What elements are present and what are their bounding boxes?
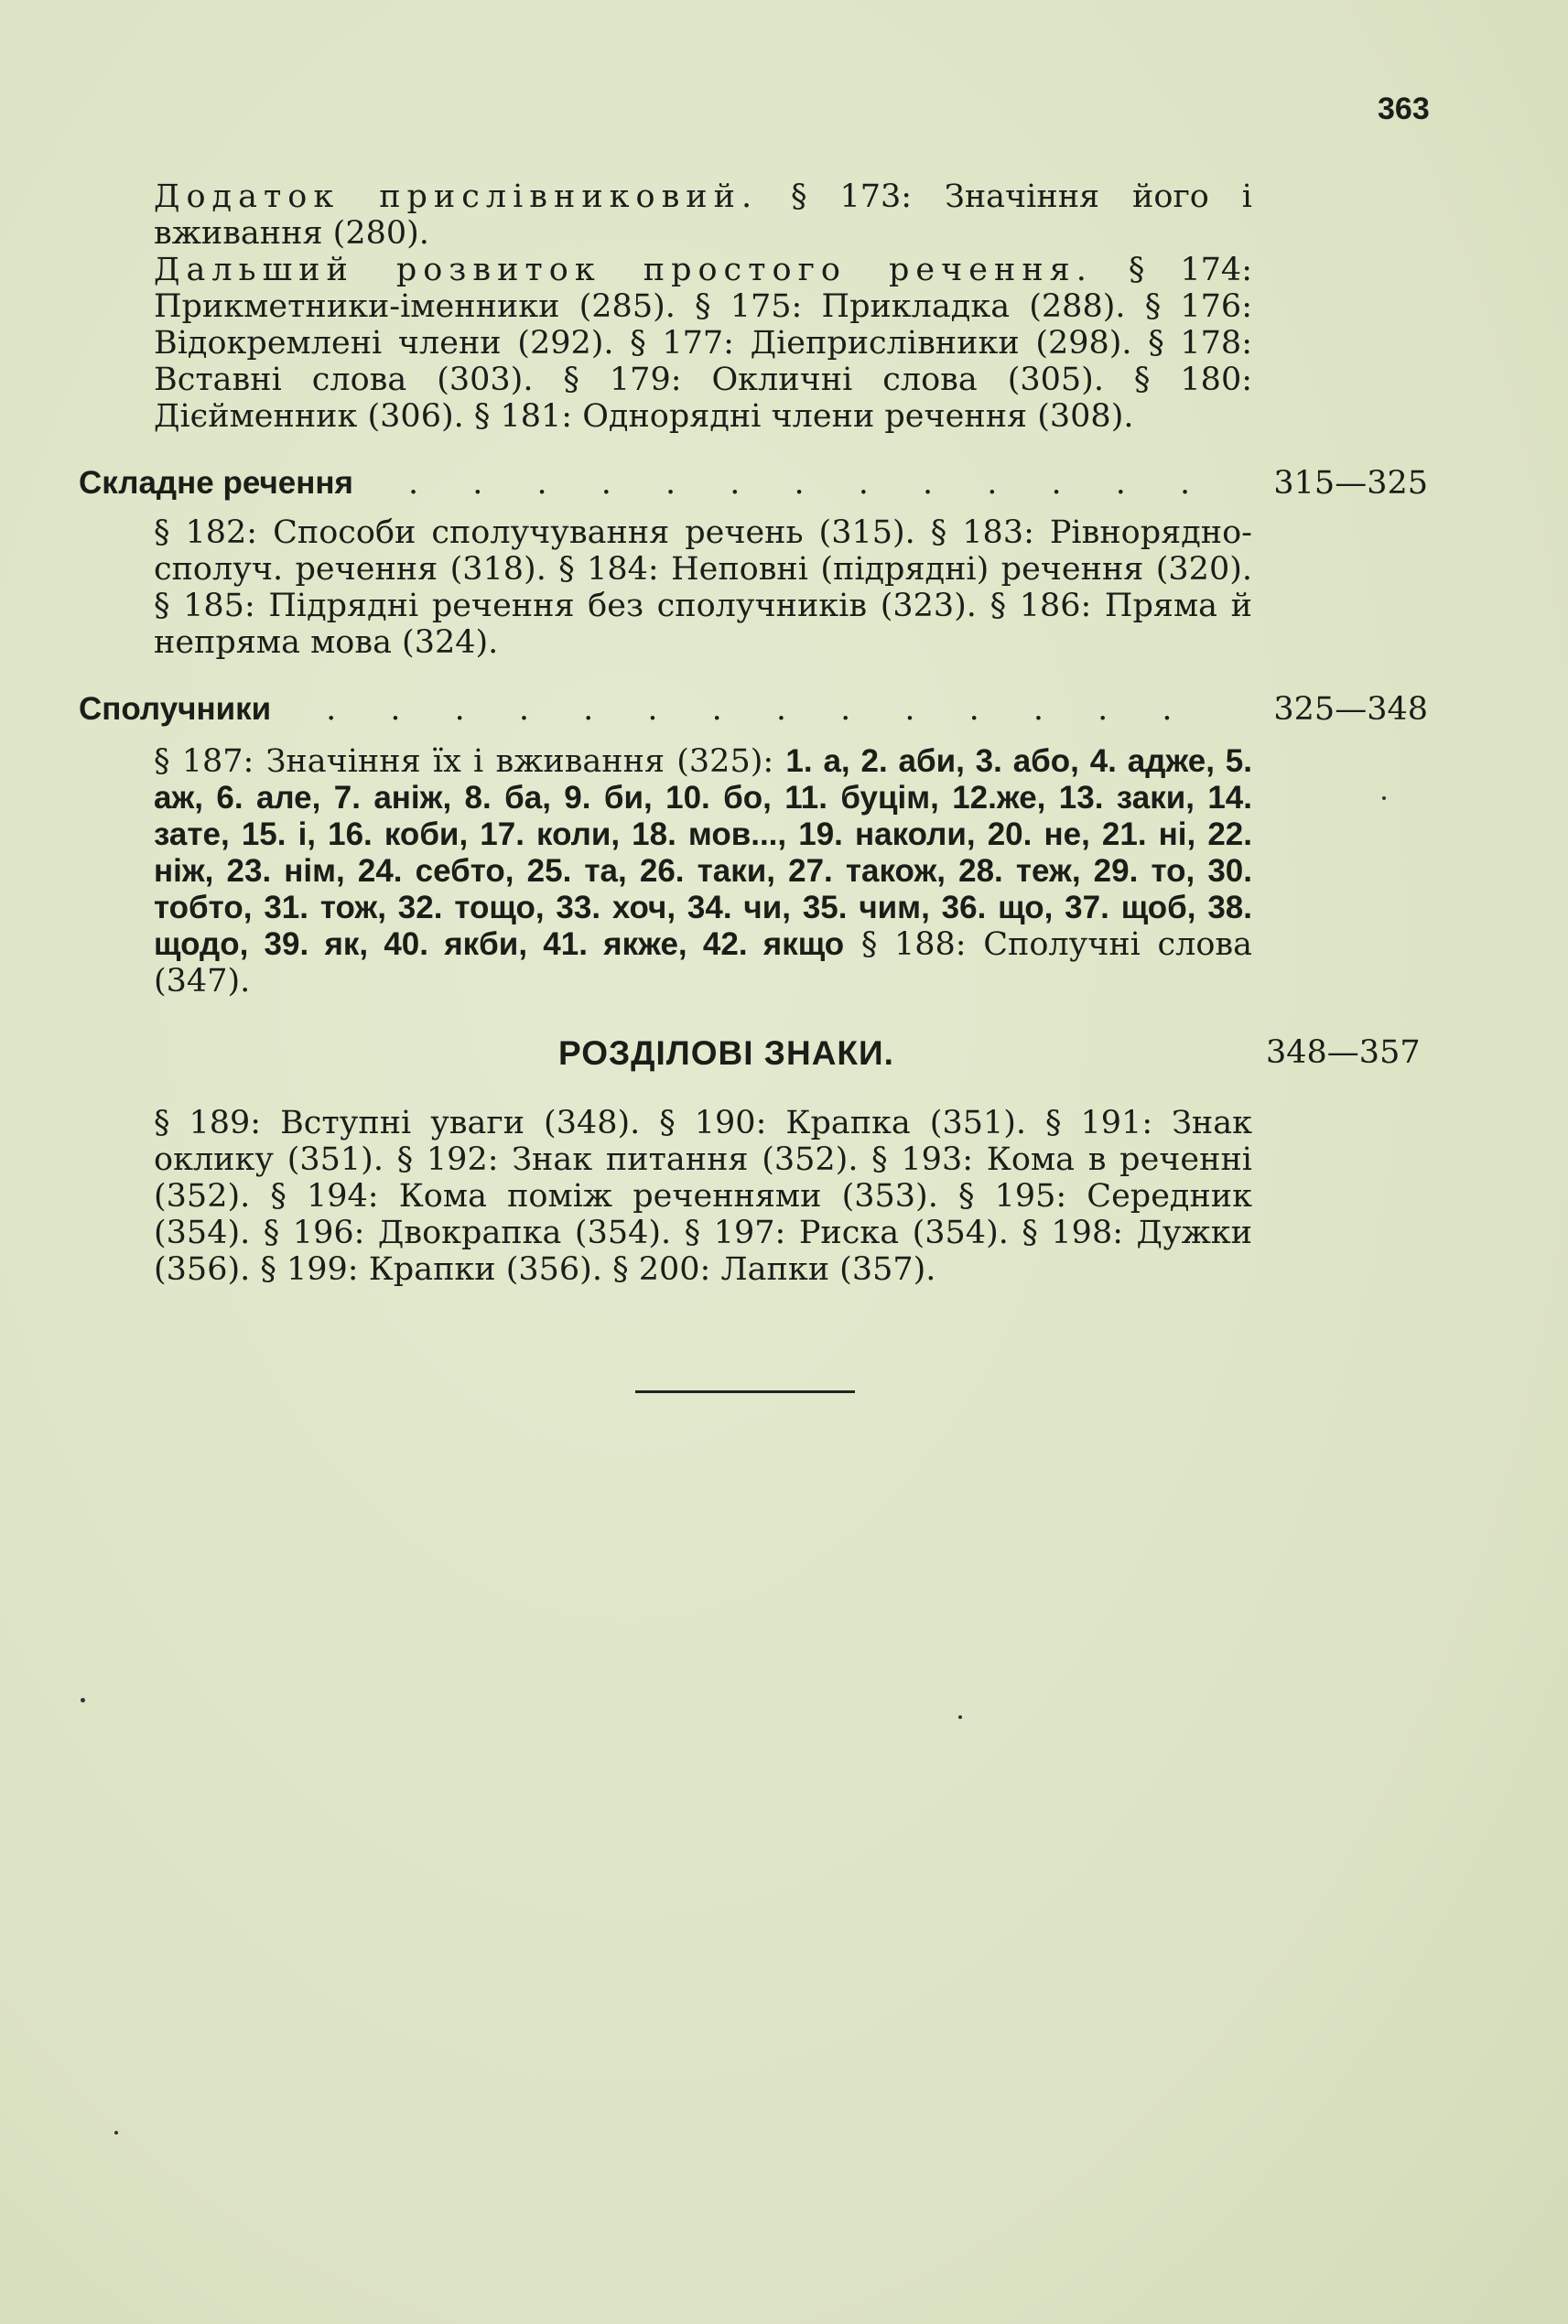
complex-sentence-heading	[79, 465, 1428, 505]
speck	[958, 1715, 962, 1719]
entry-term: Дальший розвиток простого речення.	[154, 252, 1093, 288]
conjunctions-entry	[154, 743, 1252, 1000]
conjunctions-heading	[79, 691, 1428, 731]
entry-lead: § 187: Значіння їх і вживання (325):	[154, 743, 786, 780]
speck	[1382, 796, 1386, 800]
entry-text: § 182: Способи сполучування речень (315). § 183: Рівнорядно-сполуч. речення (318). § 184: Неповні (підрядні) речення (320). § 185: Підрядні речення без сполучників (323). § 186: Пряма й непряма мова (324).	[154, 514, 1252, 661]
speck	[81, 1698, 85, 1702]
entry-text: § 189: Вступні уваги (348). § 190: Крапка (351). § 191: Знак оклику (351). § 192: Знак питання (352). § 193: Кома в реченні (352). § 194: Кома поміж реченнями (353). § 195: Середник (354). § 196: Двокрапка (354). § 197: Риска (354). § 198: Дужки (356). § 199: Крапки (356). § 200: Лапки (357).	[154, 1105, 1252, 1288]
entry-term: Додаток прислівниковий.	[154, 178, 759, 215]
conjunction-list: 1. а, 2. аби, 3. або, 4. адже, 5. аж, 6. але, 7. аніж, 8. ба, 9. би, 10. бо, 11. буцім, 12.же, 13. заки, 14. зате, 15. і, 16. коби, 17. коли, 18. мов..., 19. наколи, 20. не, 21. ні, 22. ніж, 23. нім, 24. себто, 25. та, 26. таки, 27. також, 28. теж, 29. то, 30. тобто, 31. тож, 32. тощо, 33. хоч, 34. чи, 35. чим, 36. що, 37. щоб, 38. щодо, 39. як, 40. якби, 41. якже, 42. якщо	[154, 743, 1252, 962]
entry-text: § 174: Прикметники-іменники (285). § 175: Прикладка (288). § 176: Відокремлені члени (292). § 177: Діеприслівники (298). § 178: Вставні слова (303). § 179: Окличні слова (305). § 180: Дієйменник (306). § 181: Однорядні члени речення (308).	[154, 252, 1252, 435]
end-rule	[635, 1390, 855, 1393]
punctuation-page-range: 348—357	[1266, 1034, 1421, 1071]
complex-sentence-entry	[154, 514, 1252, 661]
punctuation-entry	[154, 1105, 1252, 1288]
punctuation-heading: РОЗДІЛОВІ ЗНАКИ.	[558, 1034, 894, 1072]
leader-dots: . . . . . . . . . . . . . .	[326, 691, 1195, 728]
section-title: Складне речення	[79, 465, 353, 501]
page-number: 363	[1378, 92, 1430, 126]
entry-text: § 173: Значіння його і вживання (280).	[154, 178, 1253, 252]
page-range: 325—348	[1273, 691, 1428, 728]
simple-sentence-entry	[154, 252, 1252, 435]
adverbial-adjunct-entry	[154, 178, 1252, 252]
page-range: 315—325	[1273, 465, 1428, 502]
leader-dots: . . . . . . . . . . . . .	[407, 465, 1213, 502]
speck	[114, 2131, 118, 2135]
entry-tail: § 188: Сполучні слова (347).	[154, 926, 1252, 1000]
section-title: Сполучники	[79, 691, 272, 727]
